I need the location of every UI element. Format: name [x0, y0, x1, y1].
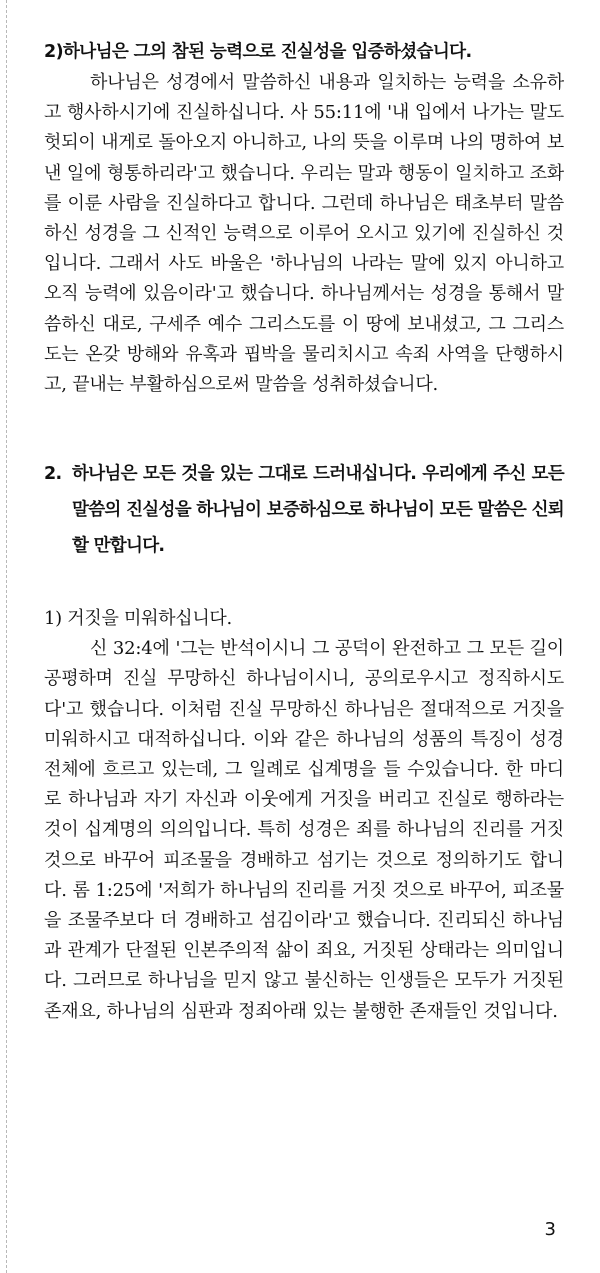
- paragraph-true-power: [44, 68, 564, 400]
- document-body: [44, 38, 564, 1027]
- subsection-heading-true-power: 2)하나님은 그의 참된 능력으로 진실성을 입증하셨습니다.: [44, 42, 472, 62]
- section-2-heading: [44, 456, 564, 564]
- section-title: 하나님은 모든 것을 있는 그대로 드러내십니다. 우리에게 주신 모든 말씀의 진실성을 하나님이 보증하심으로 하나님이 모든 말씀은 신뢰할 만합니다.: [72, 464, 564, 557]
- section-number: 2.: [44, 464, 62, 485]
- page-edge-dashed-line: [6, 0, 7, 1273]
- paragraph-hates-lies: [44, 634, 564, 1027]
- paragraph-text: 하나님은 성경에서 말씀하신 내용과 일치하는 능력을 소유하고 행사하시기에 진실하십니다. 사 55:11에 '내 입에서 나가는 말도 헛되이 내게로 돌아오지 아니하고, 나의 뜻을 이루며 나의 명하여 보낸 일에 형통하리라'고 했습니다. 우리는 말과 행동이 일치하고 조화를 이룬 사람을 진실하다고 합니다. 그런데 하나님은 태초부터 말씀하신 성경을 그 신적인 능력으로 이루어 오시고 있기에 진실하신 것입니다. 그래서 사도 바울은 '하나님의 나라는 말에 있지 아니하고 오직 능력에 있음이라'고 했습니다. 하나님께서는 성경을 통해서 말씀하신 대로, 구세주 예수 그리스도를 이 땅에 보내셨고, 그 그리스도는 온갖 방해와 유혹과 핍박을 물리치시고 속죄 사역을 단행하시고, 끝내는 부활하심으로써 말씀을 성취하셨습니다.: [44, 72, 564, 396]
- subsection-heading-hates-lies: 1) 거짓을 미워하십니다.: [44, 608, 232, 630]
- page-number: 3: [544, 1219, 556, 1240]
- paragraph-text: 신 32:4에 '그는 반석이시니 그 공덕이 완전하고 그 모든 길이 공평하며 진실 무망하신 하나님이시니, 공의로우시고 정직하시도다'고 했습니다. 이처럼 진실 무망하신 하나님은 절대적으로 거짓을 미워하시고 대적하십니다. 이와 같은 하나님의 성품의 특징이 성경 전체에 흐르고 있는데, 그 일례로 십계명을 들 수있습니다. 한 마디로 하나님과 자기 자신과 이웃에게 거짓을 버리고 진실로 행하라는 것이 십계명의 의의입니다. 특히 성경은 죄를 하나님의 진리를 거짓 것으로 바꾸어 피조물을 경배하고 섬기는 것으로 정의하기도 합니다. 롬 1:25에 '저희가 하나님의 진리를 거짓 것으로 바꾸어, 피조물을 조물주보다 더 경배하고 섬김이라'고 했습니다. 진리되신 하나님과 관계가 단절된 인본주의적 삶이 죄요, 거짓된 상태라는 의미입니다. 그러므로 하나님을 믿지 않고 불신하는 인생들은 모두가 거짓된 존재요, 하나님의 심판과 정죄아래 있는 불행한 존재들인 것입니다.: [44, 638, 564, 1022]
